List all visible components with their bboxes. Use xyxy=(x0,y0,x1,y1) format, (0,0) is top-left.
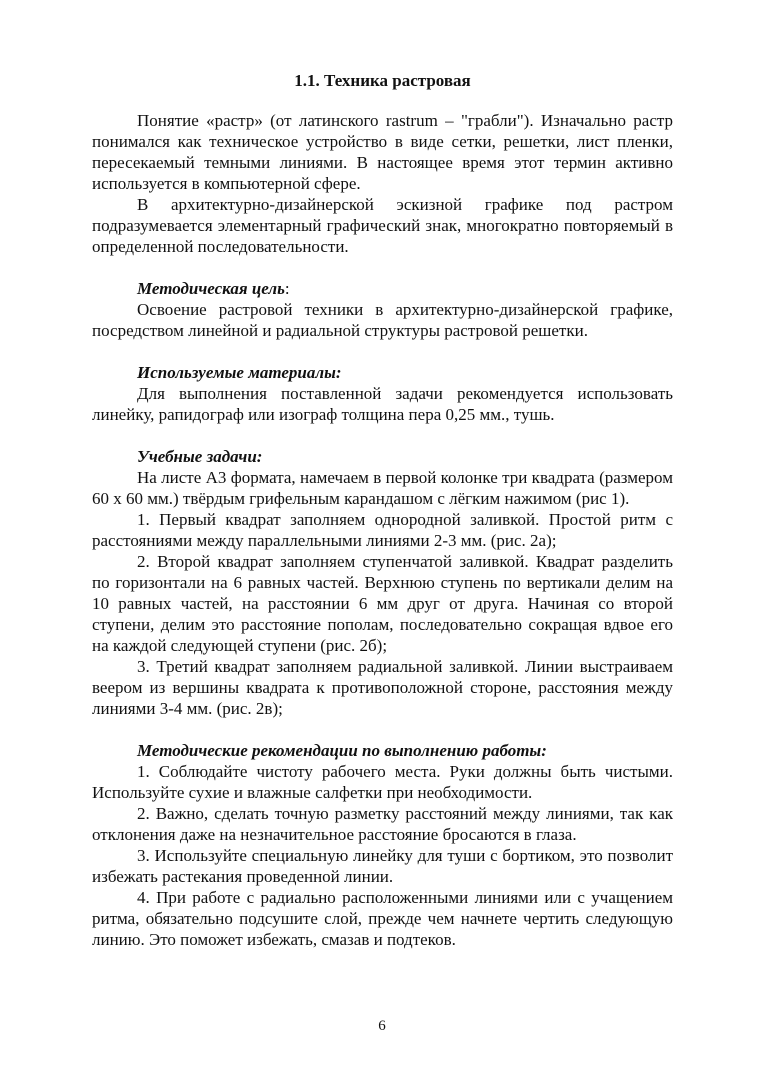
task-item-1: 1. Первый квадрат заполняем однородной заливкой. Простой ритм с расстояниями между параллельными линиями 2-3 мм. (рис. 2а); xyxy=(92,510,673,550)
spacer xyxy=(92,425,673,446)
materials-heading: Используемые материалы: xyxy=(137,363,342,382)
document-page xyxy=(92,70,673,950)
spacer xyxy=(92,341,673,362)
intro-paragraph-2: В архитектурно-дизайнерской эскизной графике под растром подразумевается элементарный графический знак, многократно повторяемый в определенной последовательности. xyxy=(92,195,673,256)
spacer xyxy=(92,257,673,278)
goal-heading xyxy=(92,278,673,299)
tasks-paragraph: На листе А3 формата, намечаем в первой колонке три квадрата (размером 60 х 60 мм.) твёрдым грифельным карандашом с лёгким нажимом (рис 1). xyxy=(92,468,673,508)
goal-heading-colon: : xyxy=(284,279,290,298)
recommendation-item-4: 4. При работе с радиально расположенными линиями или с учащением ритма, обязательно подсушите слой, прежде чем начнете чертить следующую линию. Это поможет избежать, смазав и подтеков. xyxy=(92,888,673,949)
section-title: 1.1. Техника растровая xyxy=(294,71,471,90)
intro-paragraph-1: Понятие «растр» (от латинского rastrum – "грабли"). Изначально растр понимался как техническое устройство в виде сетки, решетки, лист пленки, пересекаемый темными линиями. В настоящее время этот термин активно используется в компьютерной сфере. xyxy=(92,111,673,193)
task-item-3: 3. Третий квадрат заполняем радиальной заливкой. Линии выстраиваем веером из вершины квадрата к противоположной стороне, расстояния между линиями 3-4 мм. (рис. 2в); xyxy=(92,657,673,718)
tasks-heading: Учебные задачи: xyxy=(137,447,263,466)
recommendation-item-3: 3. Используйте специальную линейку для туши с бортиком, это позволит избежать растекания проведенной линии. xyxy=(92,846,673,886)
task-item-2: 2. Второй квадрат заполняем ступенчатой заливкой. Квадрат разделить по горизонтали на 6 равных частей. Верхнюю ступень по вертикали делим на 10 равных частей, на расстоянии 6 мм друг от друга. Начиная со второй ступени, делим это расстояние пополам, последовательно сокращая вдвое его на каждой следующей ступени (рис. 2б); xyxy=(92,552,673,655)
recommendation-item-2: 2. Важно, сделать точную разметку расстояний между линиями, так как отклонения даже на незначительное расстояние бросаются в глаза. xyxy=(92,804,673,844)
materials-text: Для выполнения поставленной задачи рекомендуется использовать линейку, рапидограф или изограф толщина пера 0,25 мм., тушь. xyxy=(92,384,673,424)
goal-heading-text: Методическая цель xyxy=(137,279,285,298)
recommendation-item-1: 1. Соблюдайте чистоту рабочего места. Руки должны быть чистыми. Используйте сухие и влажные салфетки при необходимости. xyxy=(92,762,673,802)
spacer xyxy=(92,719,673,740)
recommendations-heading: Методические рекомендации по выполнению работы: xyxy=(137,741,547,760)
page-number: 6 xyxy=(378,1018,386,1034)
goal-text: Освоение растровой техники в архитектурно-дизайнерской графике, посредством линейной и радиальной структуры растровой решетки. xyxy=(92,300,673,340)
